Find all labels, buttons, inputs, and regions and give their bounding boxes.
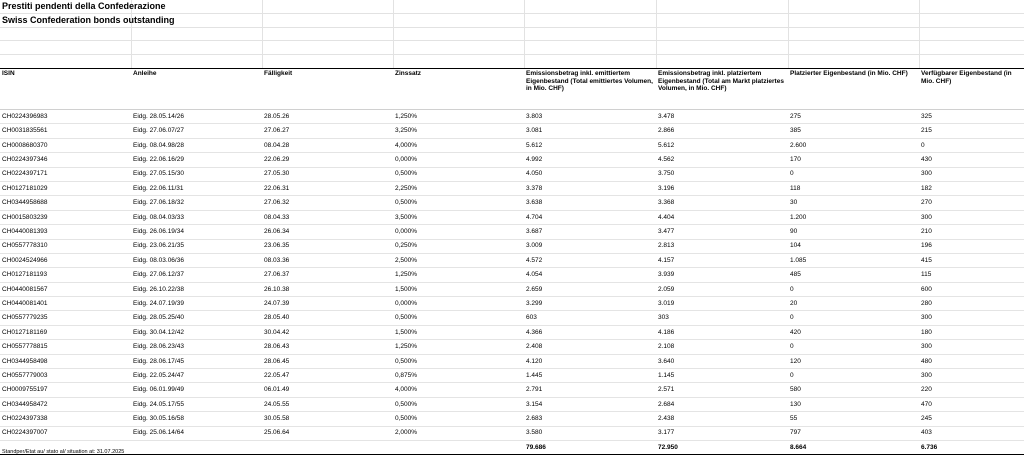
verfuegbarer-eigenbestand-cell[interactable]: 115 (919, 268, 1024, 282)
anleihe-cell[interactable]: Eidg. 22.05.24/47 (131, 369, 262, 383)
emissionsbetrag-platziert-cell[interactable]: 5.612 (656, 138, 788, 152)
faelligkeit-cell[interactable]: 22.06.31 (262, 181, 393, 195)
table-row (0, 110, 1024, 124)
total-cell[interactable] (393, 440, 524, 454)
anleihe-cell[interactable]: Eidg. 23.06.21/35 (131, 239, 262, 253)
platzierter-eigenbestand-cell[interactable]: 420 (788, 325, 919, 339)
table-row (0, 124, 1024, 138)
verfuegbarer-eigenbestand-cell[interactable]: 325 (919, 110, 1024, 124)
isin-cell[interactable]: CH0440081393 (0, 225, 131, 239)
table-row (0, 253, 1024, 267)
emissionsbetrag-platziert-cell[interactable]: 3.478 (656, 110, 788, 124)
table-row (0, 210, 1024, 224)
anleihe-cell[interactable]: Eidg. 28.05.25/40 (131, 311, 262, 325)
emissionsbetrag-platziert-cell[interactable]: 3.939 (656, 268, 788, 282)
faelligkeit-cell[interactable]: 08.03.36 (262, 253, 393, 267)
isin-cell[interactable]: CH0557779003 (0, 369, 131, 383)
anleihe-cell[interactable]: Eidg. 08.04.03/33 (131, 210, 262, 224)
emissionsbetrag-platziert-cell[interactable]: 2.059 (656, 282, 788, 296)
zinssatz-cell[interactable]: 4,000% (393, 138, 524, 152)
platzierter-eigenbestand-cell[interactable]: 120 (788, 354, 919, 368)
platzierter-eigenbestand-cell[interactable]: 275 (788, 110, 919, 124)
platzierter-eigenbestand-cell[interactable]: 55 (788, 412, 919, 426)
isin-cell[interactable]: CH0008680370 (0, 138, 131, 152)
zinssatz-cell[interactable]: 3,250% (393, 124, 524, 138)
zinssatz-cell[interactable]: 1,250% (393, 110, 524, 124)
zinssatz-cell[interactable]: 3,500% (393, 210, 524, 224)
verfuegbarer-eigenbestand-cell[interactable]: 415 (919, 253, 1024, 267)
anleihe-cell[interactable]: Eidg. 22.06.16/29 (131, 153, 262, 167)
grid-line (524, 0, 525, 68)
zinssatz-cell[interactable]: 0,500% (393, 311, 524, 325)
faelligkeit-cell[interactable]: 24.07.39 (262, 297, 393, 311)
anleihe-cell[interactable]: Eidg. 26.10.22/38 (131, 282, 262, 296)
emissionsbetrag-platziert-cell[interactable]: 3.177 (656, 426, 788, 440)
faelligkeit-cell[interactable]: 08.04.28 (262, 138, 393, 152)
verfuegbarer-eigenbestand-cell[interactable]: 480 (919, 354, 1024, 368)
table-row (0, 311, 1024, 325)
anleihe-cell[interactable]: Eidg. 22.06.11/31 (131, 181, 262, 195)
isin-cell[interactable]: CH0015803239 (0, 210, 131, 224)
faelligkeit-cell[interactable]: 28.05.40 (262, 311, 393, 325)
emissionsbetrag-platziert-cell[interactable]: 3.750 (656, 167, 788, 181)
grid-line (919, 0, 920, 68)
faelligkeit-cell[interactable]: 27.06.37 (262, 268, 393, 282)
isin-cell[interactable]: CH0224397346 (0, 153, 131, 167)
zinssatz-cell[interactable]: 0,500% (393, 167, 524, 181)
faelligkeit-cell[interactable]: 26.10.38 (262, 282, 393, 296)
table-row (0, 426, 1024, 440)
emissionsbetrag-emittiert-cell[interactable]: 5.612 (524, 138, 656, 152)
zinssatz-cell[interactable]: 1,500% (393, 325, 524, 339)
verfuegbarer-eigenbestand-cell[interactable]: 430 (919, 153, 1024, 167)
grid-line (0, 40, 1024, 41)
anleihe-cell[interactable]: Eidg. 27.06.07/27 (131, 124, 262, 138)
emissionsbetrag-platziert-cell[interactable]: 4.157 (656, 253, 788, 267)
table-row (0, 325, 1024, 339)
anleihe-cell[interactable]: Eidg. 26.06.19/34 (131, 225, 262, 239)
platzierter-eigenbestand-cell[interactable]: 0 (788, 311, 919, 325)
verfuegbarer-eigenbestand-cell[interactable]: 210 (919, 225, 1024, 239)
anleihe-cell[interactable]: Eidg. 27.06.12/37 (131, 268, 262, 282)
total-emissionsbetrag-platziert[interactable]: 72.950 (656, 440, 788, 454)
isin-cell[interactable]: CH0009755197 (0, 383, 131, 397)
isin-cell[interactable]: CH0557779235 (0, 311, 131, 325)
grid-line (788, 0, 789, 68)
table-row (0, 167, 1024, 181)
isin-cell[interactable]: CH0440081401 (0, 297, 131, 311)
zinssatz-cell[interactable]: 0,500% (393, 354, 524, 368)
emissionsbetrag-emittiert-cell[interactable]: 3.299 (524, 297, 656, 311)
emissionsbetrag-emittiert-cell[interactable]: 2.791 (524, 383, 656, 397)
isin-cell[interactable]: CH0224397171 (0, 167, 131, 181)
platzierter-eigenbestand-cell[interactable]: 30 (788, 196, 919, 210)
grid-line (0, 13, 1024, 14)
table-row (0, 369, 1024, 383)
header-faelligkeit[interactable]: Fälligkeit (262, 69, 393, 110)
emissionsbetrag-emittiert-cell[interactable]: 4.366 (524, 325, 656, 339)
isin-cell[interactable]: CH0224396983 (0, 110, 131, 124)
anleihe-cell[interactable]: Eidg. 27.05.15/30 (131, 167, 262, 181)
verfuegbarer-eigenbestand-cell[interactable]: 245 (919, 412, 1024, 426)
platzierter-eigenbestand-cell[interactable]: 0 (788, 167, 919, 181)
faelligkeit-cell[interactable]: 22.05.47 (262, 369, 393, 383)
emissionsbetrag-emittiert-cell[interactable]: 4.992 (524, 153, 656, 167)
verfuegbarer-eigenbestand-cell[interactable]: 220 (919, 383, 1024, 397)
totals-row (0, 440, 1024, 454)
table-row (0, 239, 1024, 253)
zinssatz-cell[interactable]: 0,500% (393, 196, 524, 210)
table-row (0, 397, 1024, 411)
platzierter-eigenbestand-cell[interactable]: 130 (788, 397, 919, 411)
platzierter-eigenbestand-cell[interactable]: 104 (788, 239, 919, 253)
anleihe-cell[interactable]: Eidg. 25.06.14/64 (131, 426, 262, 440)
total-emissionsbetrag-emittiert[interactable]: 79.686 (524, 440, 656, 454)
isin-cell[interactable]: CH0224397007 (0, 426, 131, 440)
faelligkeit-cell[interactable]: 23.06.35 (262, 239, 393, 253)
table-row (0, 383, 1024, 397)
zinssatz-cell[interactable]: 0,000% (393, 297, 524, 311)
zinssatz-cell[interactable]: 0,500% (393, 397, 524, 411)
faelligkeit-cell[interactable]: 25.06.64 (262, 426, 393, 440)
isin-cell[interactable]: CH0557778815 (0, 340, 131, 354)
total-platzierter-eigenbestand[interactable]: 8.664 (788, 440, 919, 454)
faelligkeit-cell[interactable]: 30.04.42 (262, 325, 393, 339)
title-italian: Prestiti pendenti della Confederazione (2, 1, 166, 11)
platzierter-eigenbestand-cell[interactable]: 0 (788, 340, 919, 354)
zinssatz-cell[interactable]: 2,500% (393, 253, 524, 267)
grid-line (0, 27, 1024, 28)
table-row (0, 354, 1024, 368)
isin-cell[interactable]: CH0127181029 (0, 181, 131, 195)
footnote-date: Standper/Etat au/ stato al/ situation at: 31.07.2025 (2, 449, 125, 455)
zinssatz-cell[interactable]: 2,250% (393, 181, 524, 195)
anleihe-cell[interactable]: Eidg. 28.06.23/43 (131, 340, 262, 354)
anleihe-cell[interactable]: Eidg. 08.04.98/28 (131, 138, 262, 152)
verfuegbarer-eigenbestand-cell[interactable]: 300 (919, 210, 1024, 224)
emissionsbetrag-emittiert-cell[interactable]: 4.050 (524, 167, 656, 181)
isin-cell[interactable]: CH0031835561 (0, 124, 131, 138)
verfuegbarer-eigenbestand-cell[interactable]: 300 (919, 167, 1024, 181)
platzierter-eigenbestand-cell[interactable]: 20 (788, 297, 919, 311)
anleihe-cell[interactable]: Eidg. 24.05.17/55 (131, 397, 262, 411)
verfuegbarer-eigenbestand-cell[interactable]: 215 (919, 124, 1024, 138)
emissionsbetrag-emittiert-cell[interactable]: 2.408 (524, 340, 656, 354)
title-english: Swiss Confederation bonds outstanding (2, 15, 175, 25)
table-row (0, 297, 1024, 311)
anleihe-cell[interactable]: Eidg. 08.03.06/36 (131, 253, 262, 267)
emissionsbetrag-platziert-cell[interactable]: 2.108 (656, 340, 788, 354)
verfuegbarer-eigenbestand-cell[interactable]: 180 (919, 325, 1024, 339)
emissionsbetrag-platziert-cell[interactable]: 2.438 (656, 412, 788, 426)
table-row (0, 268, 1024, 282)
emissionsbetrag-emittiert-cell[interactable]: 3.378 (524, 181, 656, 195)
verfuegbarer-eigenbestand-cell[interactable]: 403 (919, 426, 1024, 440)
anleihe-cell[interactable]: Eidg. 30.04.12/42 (131, 325, 262, 339)
emissionsbetrag-emittiert-cell[interactable]: 2.659 (524, 282, 656, 296)
grid-line (393, 0, 394, 68)
total-cell[interactable] (131, 440, 262, 454)
table-row (0, 181, 1024, 195)
faelligkeit-cell[interactable]: 24.05.55 (262, 397, 393, 411)
header-isin[interactable]: ISIN (0, 69, 131, 110)
anleihe-cell[interactable]: Eidg. 28.06.17/45 (131, 354, 262, 368)
verfuegbarer-eigenbestand-cell[interactable]: 300 (919, 340, 1024, 354)
platzierter-eigenbestand-cell[interactable]: 580 (788, 383, 919, 397)
verfuegbarer-eigenbestand-cell[interactable]: 300 (919, 311, 1024, 325)
header-emissionsbetrag-platziert[interactable]: Emissionsbetrag inkl. platziertem Eigenbestand (Total am Markt platziertes Volumen, in Mio. CHF) (656, 69, 788, 110)
emissionsbetrag-platziert-cell[interactable]: 3.640 (656, 354, 788, 368)
verfuegbarer-eigenbestand-cell[interactable]: 470 (919, 397, 1024, 411)
header-platzierter-eigenbestand[interactable]: Platzierter Eigenbestand (in Mio. CHF) (788, 69, 919, 110)
platzierter-eigenbestand-cell[interactable]: 2.600 (788, 138, 919, 152)
platzierter-eigenbestand-cell[interactable]: 170 (788, 153, 919, 167)
faelligkeit-cell[interactable]: 27.06.27 (262, 124, 393, 138)
anleihe-cell[interactable]: Eidg. 06.01.99/49 (131, 383, 262, 397)
bonds-table (0, 68, 1024, 455)
anleihe-cell[interactable]: Eidg. 24.07.19/39 (131, 297, 262, 311)
isin-cell[interactable]: CH0344958498 (0, 354, 131, 368)
zinssatz-cell[interactable]: 1,500% (393, 282, 524, 296)
total-verfuegbarer-eigenbestand[interactable]: 6.736 (919, 440, 1024, 454)
emissionsbetrag-platziert-cell[interactable]: 4.562 (656, 153, 788, 167)
table-row (0, 196, 1024, 210)
faelligkeit-cell[interactable]: 06.01.49 (262, 383, 393, 397)
emissionsbetrag-emittiert-cell[interactable]: 3.009 (524, 239, 656, 253)
verfuegbarer-eigenbestand-cell[interactable]: 600 (919, 282, 1024, 296)
faelligkeit-cell[interactable]: 26.06.34 (262, 225, 393, 239)
isin-cell[interactable]: CH0024524966 (0, 253, 131, 267)
emissionsbetrag-emittiert-cell[interactable]: 2.683 (524, 412, 656, 426)
platzierter-eigenbestand-cell[interactable]: 1.200 (788, 210, 919, 224)
emissionsbetrag-emittiert-cell[interactable]: 3.638 (524, 196, 656, 210)
emissionsbetrag-emittiert-cell[interactable]: 3.687 (524, 225, 656, 239)
header-anleihe[interactable]: Anleihe (131, 69, 262, 110)
platzierter-eigenbestand-cell[interactable]: 118 (788, 181, 919, 195)
emissionsbetrag-emittiert-cell[interactable]: 4.054 (524, 268, 656, 282)
emissionsbetrag-emittiert-cell[interactable]: 4.572 (524, 253, 656, 267)
platzierter-eigenbestand-cell[interactable]: 797 (788, 426, 919, 440)
zinssatz-cell[interactable]: 0,500% (393, 412, 524, 426)
verfuegbarer-eigenbestand-cell[interactable]: 182 (919, 181, 1024, 195)
table-row (0, 282, 1024, 296)
zinssatz-cell[interactable]: 4,000% (393, 383, 524, 397)
emissionsbetrag-platziert-cell[interactable]: 2.866 (656, 124, 788, 138)
emissionsbetrag-platziert-cell[interactable]: 3.368 (656, 196, 788, 210)
anleihe-cell[interactable]: Eidg. 30.05.16/58 (131, 412, 262, 426)
emissionsbetrag-platziert-cell[interactable]: 3.477 (656, 225, 788, 239)
emissionsbetrag-emittiert-cell[interactable]: 3.154 (524, 397, 656, 411)
zinssatz-cell[interactable]: 0,875% (393, 369, 524, 383)
platzierter-eigenbestand-cell[interactable]: 0 (788, 282, 919, 296)
emissionsbetrag-platziert-cell[interactable]: 3.196 (656, 181, 788, 195)
isin-cell[interactable]: CH0344958688 (0, 196, 131, 210)
header-zinssatz[interactable]: Zinssatz (393, 69, 524, 110)
faelligkeit-cell[interactable]: 30.05.58 (262, 412, 393, 426)
zinssatz-cell[interactable]: 2,000% (393, 426, 524, 440)
verfuegbarer-eigenbestand-cell[interactable]: 280 (919, 297, 1024, 311)
faelligkeit-cell[interactable]: 28.06.45 (262, 354, 393, 368)
grid-line (656, 0, 657, 68)
isin-cell[interactable]: CH0127181169 (0, 325, 131, 339)
faelligkeit-cell[interactable]: 22.06.29 (262, 153, 393, 167)
emissionsbetrag-emittiert-cell[interactable]: 4.120 (524, 354, 656, 368)
emissionsbetrag-emittiert-cell[interactable]: 1.445 (524, 369, 656, 383)
emissionsbetrag-emittiert-cell[interactable]: 3.580 (524, 426, 656, 440)
emissionsbetrag-platziert-cell[interactable]: 1.145 (656, 369, 788, 383)
isin-cell[interactable]: CH0224397338 (0, 412, 131, 426)
emissionsbetrag-platziert-cell[interactable]: 3.019 (656, 297, 788, 311)
emissionsbetrag-emittiert-cell[interactable]: 3.081 (524, 124, 656, 138)
header-emissionsbetrag-emittiert[interactable]: Emissionsbetrag inkl. emittiertem Eigenbestand (Total emittiertes Volumen, in Mio. CHF) (524, 69, 656, 110)
table-row (0, 412, 1024, 426)
table-row (0, 138, 1024, 152)
faelligkeit-cell[interactable]: 08.04.33 (262, 210, 393, 224)
isin-cell[interactable]: CH0344958472 (0, 397, 131, 411)
emissionsbetrag-emittiert-cell[interactable]: 4.704 (524, 210, 656, 224)
zinssatz-cell[interactable]: 0,000% (393, 153, 524, 167)
platzierter-eigenbestand-cell[interactable]: 485 (788, 268, 919, 282)
platzierter-eigenbestand-cell[interactable]: 0 (788, 369, 919, 383)
zinssatz-cell[interactable]: 1,250% (393, 340, 524, 354)
emissionsbetrag-platziert-cell[interactable]: 303 (656, 311, 788, 325)
total-cell[interactable] (262, 440, 393, 454)
grid-line (0, 54, 1024, 55)
verfuegbarer-eigenbestand-cell[interactable]: 270 (919, 196, 1024, 210)
isin-cell[interactable]: CH0127181193 (0, 268, 131, 282)
table-row (0, 340, 1024, 354)
zinssatz-cell[interactable]: 0,000% (393, 225, 524, 239)
emissionsbetrag-platziert-cell[interactable]: 4.404 (656, 210, 788, 224)
emissionsbetrag-platziert-cell[interactable]: 2.684 (656, 397, 788, 411)
emissionsbetrag-emittiert-cell[interactable]: 3.803 (524, 110, 656, 124)
header-verfuegbarer-eigenbestand[interactable]: Verfügbarer Eigenbestand (in Mio. CHF) (919, 69, 1024, 110)
isin-cell[interactable]: CH0557778310 (0, 239, 131, 253)
faelligkeit-cell[interactable]: 27.05.30 (262, 167, 393, 181)
header-row (0, 69, 1024, 110)
verfuegbarer-eigenbestand-cell[interactable]: 196 (919, 239, 1024, 253)
faelligkeit-cell[interactable]: 28.06.43 (262, 340, 393, 354)
emissionsbetrag-platziert-cell[interactable]: 4.186 (656, 325, 788, 339)
verfuegbarer-eigenbestand-cell[interactable]: 0 (919, 138, 1024, 152)
verfuegbarer-eigenbestand-cell[interactable]: 300 (919, 369, 1024, 383)
platzierter-eigenbestand-cell[interactable]: 1.085 (788, 253, 919, 267)
zinssatz-cell[interactable]: 0,250% (393, 239, 524, 253)
zinssatz-cell[interactable]: 1,250% (393, 268, 524, 282)
faelligkeit-cell[interactable]: 28.05.26 (262, 110, 393, 124)
emissionsbetrag-emittiert-cell[interactable]: 603 (524, 311, 656, 325)
anleihe-cell[interactable]: Eidg. 27.06.18/32 (131, 196, 262, 210)
table-row (0, 225, 1024, 239)
isin-cell[interactable]: CH0440081567 (0, 282, 131, 296)
table-row (0, 153, 1024, 167)
anleihe-cell[interactable]: Eidg. 28.05.14/26 (131, 110, 262, 124)
emissionsbetrag-platziert-cell[interactable]: 2.571 (656, 383, 788, 397)
faelligkeit-cell[interactable]: 27.06.32 (262, 196, 393, 210)
platzierter-eigenbestand-cell[interactable]: 90 (788, 225, 919, 239)
grid-line (262, 0, 263, 68)
emissionsbetrag-platziert-cell[interactable]: 2.813 (656, 239, 788, 253)
platzierter-eigenbestand-cell[interactable]: 385 (788, 124, 919, 138)
